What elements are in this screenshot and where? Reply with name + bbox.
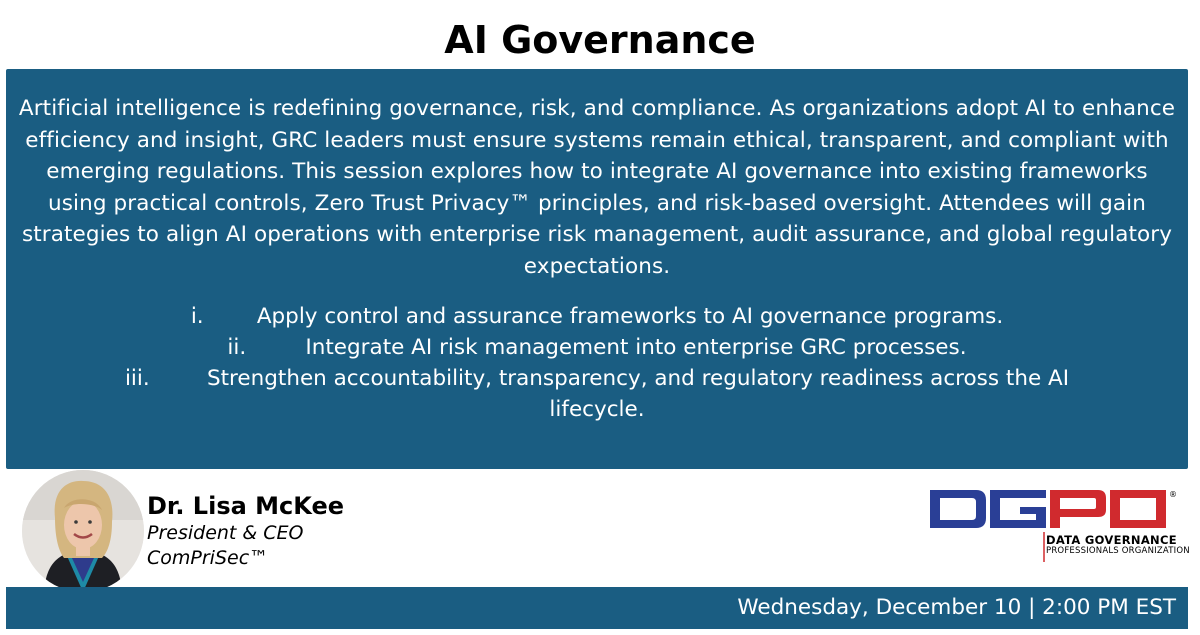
description-panel	[6, 69, 1188, 469]
objective-number: i.	[190, 304, 204, 329]
objective-text-continued: lifecycle.	[549, 397, 645, 422]
objective-item	[16, 301, 1178, 332]
footer-bar	[6, 587, 1188, 629]
objective-item	[16, 363, 1178, 394]
speaker-organization: ComPriSec™	[147, 547, 269, 569]
objective-text: Integrate AI risk management into enterprise GRC processes.	[305, 335, 967, 360]
dgpo-logo	[928, 484, 1190, 564]
registered-mark: ®	[1169, 490, 1177, 499]
session-description: Artificial intelligence is redefining governance, risk, and compliance. As organizations adopt AI to enhance efficiency and insight, GRC leaders must ensure systems remain ethical, transparent, and compliant with emerging regulations. This session explores how to integrate AI governance into existing frameworks using practical controls, Zero Trust Privacy™ principles, and risk-based oversight. Attendees will gain strategies to align AI operations with enterprise risk management, audit assurance, and global regulatory expectations.	[18, 96, 1176, 279]
speaker-avatar	[22, 470, 144, 592]
event-datetime: Wednesday, December 10 | 2:00 PM EST	[737, 595, 1176, 620]
speaker-name: Dr. Lisa McKee	[147, 492, 345, 520]
objective-text: Strengthen accountability, transparency, and regulatory readiness across the AI	[206, 366, 1070, 391]
objective-number: ii.	[227, 335, 247, 360]
logo-line2: PROFESSIONALS ORGANIZATION	[1046, 546, 1190, 556]
page-title: AI Governance	[444, 18, 756, 62]
objective-number: iii.	[124, 366, 150, 391]
speaker-role: President & CEO	[147, 522, 304, 544]
objective-item	[16, 332, 1178, 363]
objective-text: Apply control and assurance frameworks to AI governance programs.	[256, 304, 1004, 329]
logo-line1: DATA GOVERNANCE	[1046, 533, 1177, 547]
